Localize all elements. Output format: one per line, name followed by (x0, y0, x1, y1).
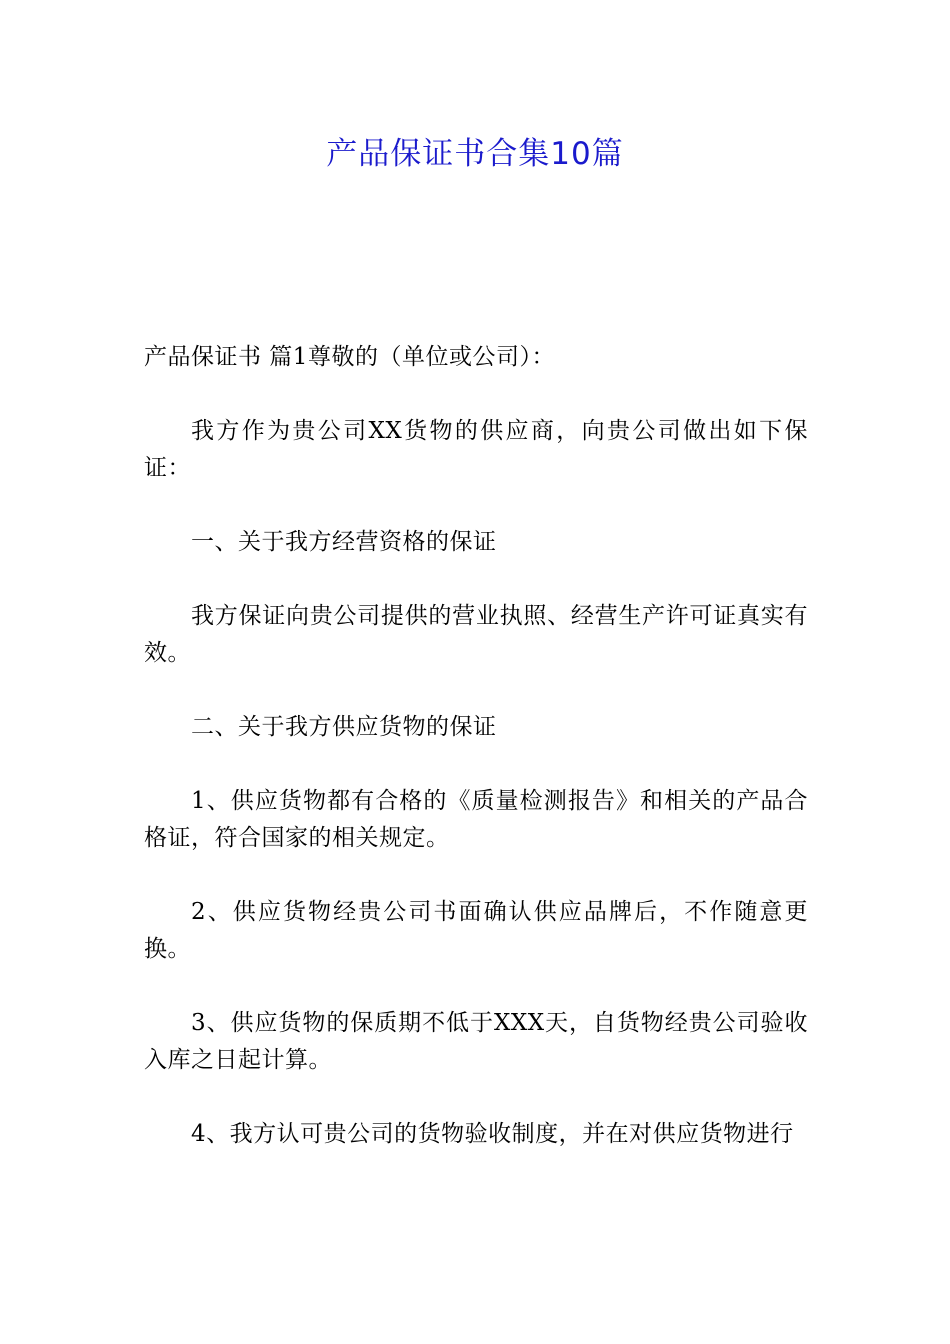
paragraph: 2、供应货物经贵公司书面确认供应品牌后，不作随意更换。 (144, 899, 808, 962)
paragraph: 二、关于我方供应货物的保证 (191, 714, 497, 740)
document-title: 产品保证书合集10篇 (326, 136, 624, 172)
paragraph: 1、供应货物都有合格的《质量检测报告》和相关的产品合格证，符合国家的相关规定。 (144, 788, 808, 851)
paragraph: 我方保证向贵公司提供的营业执照、经营生产许可证真实有效。 (144, 603, 808, 666)
paragraph: 4、我方认可贵公司的货物验收制度，并在对供应货物进行 (191, 1121, 794, 1147)
paragraph: 我方作为贵公司XX货物的供应商，向贵公司做出如下保证： (144, 418, 808, 481)
document-body (144, 339, 808, 1190)
paragraph: 产品保证书 篇1尊敬的（单位或公司）： (144, 344, 555, 370)
paragraph: 3、供应货物的保质期不低于XXX天，自货物经贵公司验收入库之日起计算。 (144, 1010, 808, 1073)
paragraph: 一、关于我方经营资格的保证 (191, 529, 497, 555)
